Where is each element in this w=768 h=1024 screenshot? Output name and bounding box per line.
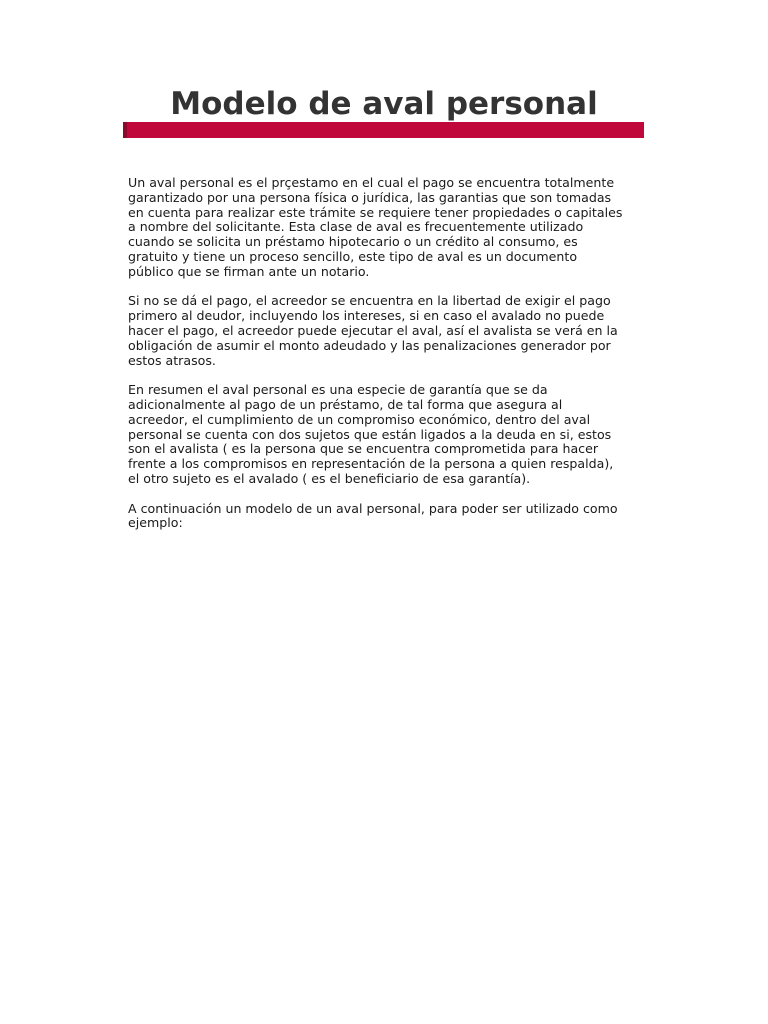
document-body [128,176,648,546]
paragraph-definition: Un aval personal es el prçestamo en el cual el pago se encuentra totalmente garantizado por una persona física o jurídica, las garantias que son tomadas en cuenta para realizar este trámite se requiere tener propiedades o capitales a nombre del solicitante. Esta clase de aval es frecuentemente utilizado cuando se solicita un préstamo hipotecario o un crédito al consumo, es gratuito y tiene un proceso sencillo, este tipo de aval es un documento público que se firman ante un notario. [128,175,623,279]
paragraph-intro-example: A continuación un modelo de un aval personal, para poder ser utilizado como ejemplo: [128,500,618,531]
paragraph-summary: En resumen el aval personal es una especie de garantía que se da adicionalmente al pago de un préstamo, de tal forma que asegura al acreedor, el cumplimiento de un compromiso económico, dentro del aval personal se cuenta con dos sujetos que están ligados a la deuda en si, estos son el avalista ( es la persona que se encuentra comprometida para hacer frente a los compromisos en representación de la persona a quien respalda), el otro sujeto es el avalado ( es el beneficiario de esa garantía). [128,382,614,486]
document-title: Modelo de aval personal [170,86,598,122]
paragraph-nonpayment: Si no se dá el pago, el acreedor se encuentra en la libertad de exigir el pago primero al deudor, incluyendo los intereses, si en caso el avalado no puede hacer el pago, el acreedor puede ejecutar el aval, así el avalista se verá en la obligación de asumir el monto adeudado y las penalizaciones generador por estos atrasos. [128,293,618,368]
title-underline-bar [123,122,644,138]
title-underline-edge [123,122,127,138]
